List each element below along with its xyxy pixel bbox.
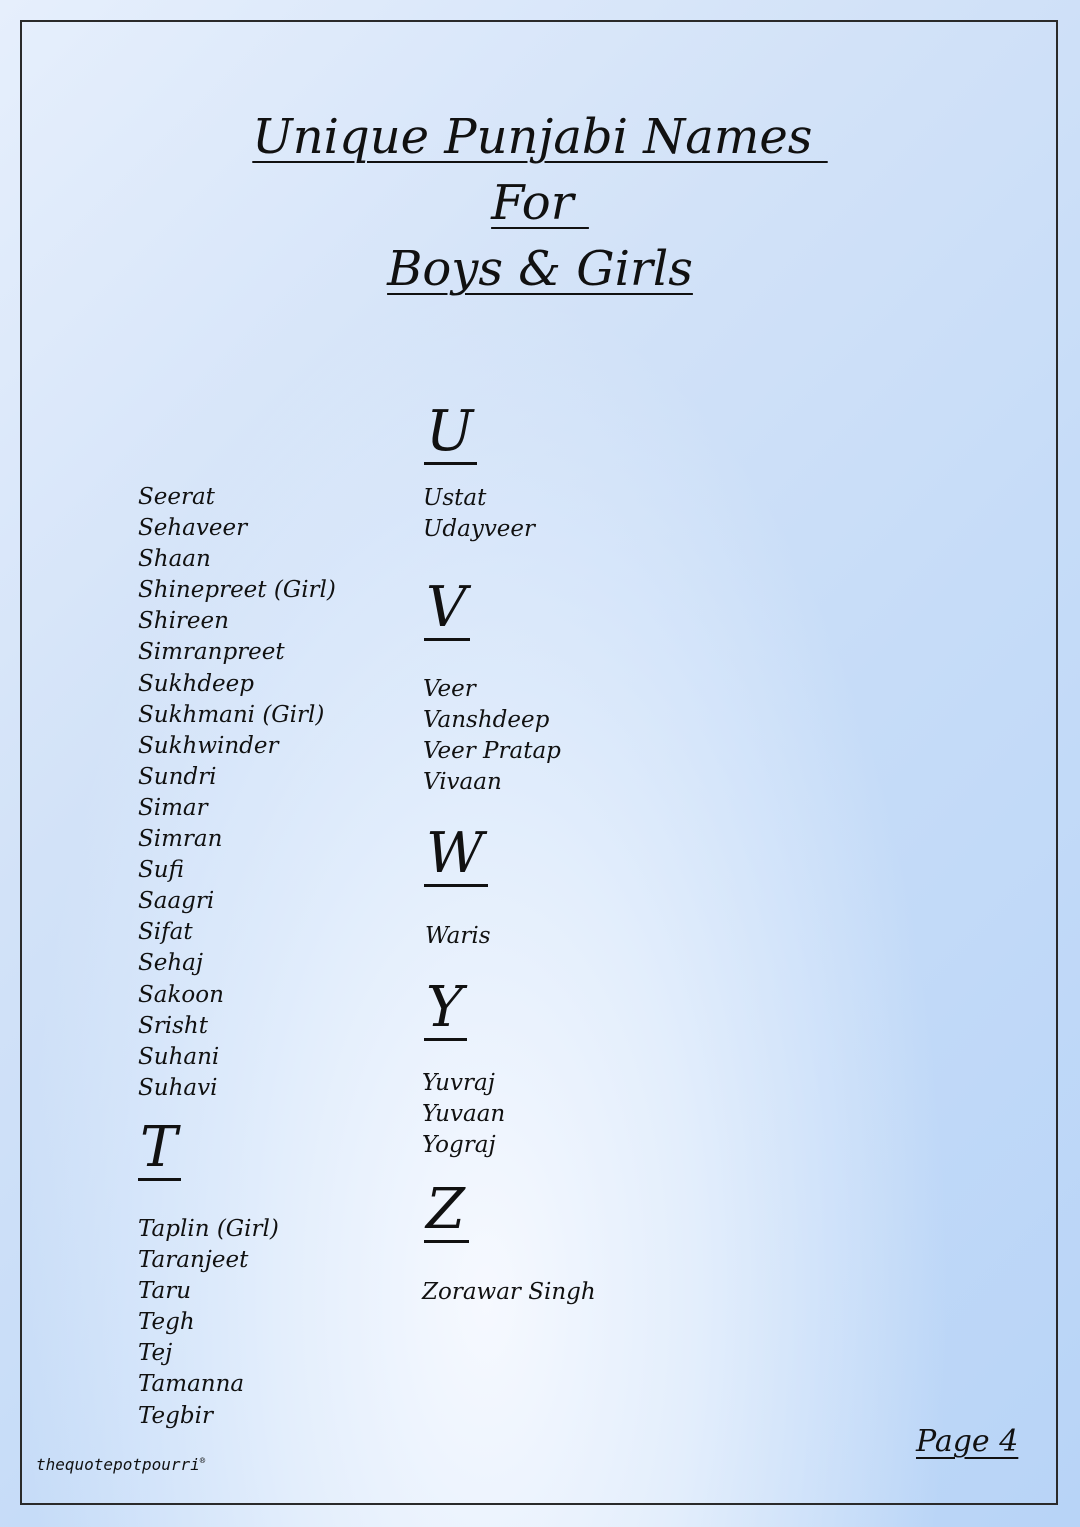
name-item: Srisht — [138, 1012, 208, 1039]
name-item: Sundri — [138, 763, 217, 790]
letter-heading-y: Y — [424, 978, 467, 1041]
name-item: Saagri — [138, 888, 215, 915]
name-list-t — [138, 1214, 279, 1432]
name-item: Zorawar Singh — [422, 1279, 596, 1305]
name-item: Tegh — [138, 1309, 195, 1336]
name-item: Sufi — [138, 857, 184, 884]
name-list-y — [422, 1068, 505, 1161]
title-line-1: Unique Punjabi Names — [252, 109, 828, 165]
name-item: Taplin (Girl) — [138, 1216, 279, 1242]
name-item: Sakoon — [138, 981, 224, 1008]
name-item: Sukhdeep — [138, 670, 254, 697]
name-item: Sehaj — [138, 950, 204, 977]
name-item: Veer — [423, 676, 476, 702]
name-item: Taru — [138, 1278, 192, 1305]
name-list-s — [138, 482, 336, 1104]
name-list-v — [423, 674, 561, 798]
letter-heading-t: T — [138, 1118, 181, 1181]
name-item: Simranpreet — [138, 639, 285, 666]
name-item: Sifat — [138, 919, 193, 946]
name-item: Suhavi — [138, 1074, 218, 1101]
name-item: Tegbir — [138, 1402, 213, 1429]
name-item: Vanshdeep — [423, 707, 550, 734]
name-item: Sukhwinder — [138, 732, 279, 759]
name-item: Ustat — [423, 485, 487, 511]
name-item: Veer Pratap — [423, 738, 561, 765]
registered-mark: ® — [199, 1456, 206, 1467]
name-item: Simran — [138, 826, 223, 853]
name-item: Vivaan — [423, 769, 502, 796]
name-item: Shinepreet (Girl) — [138, 577, 336, 604]
name-list-u — [423, 483, 535, 545]
name-item: Yuvraj — [422, 1070, 495, 1096]
name-item: Udayveer — [423, 516, 536, 543]
name-item: Shaan — [138, 546, 211, 573]
name-item: Tamanna — [138, 1371, 245, 1398]
letter-heading-v: V — [424, 578, 470, 641]
name-item: Waris — [425, 923, 491, 949]
title-line-3: Boys & Girls — [387, 241, 693, 297]
name-item: Shireen — [138, 608, 229, 635]
name-item: Yuvaan — [422, 1101, 506, 1128]
letter-heading-z: Z — [424, 1180, 469, 1243]
letter-heading-u: U — [424, 402, 477, 465]
name-item: Sukhmani (Girl) — [138, 701, 325, 728]
name-item: Seerat — [138, 484, 215, 510]
name-item: Taranjeet — [138, 1247, 249, 1274]
brand-logo — [36, 1455, 205, 1474]
brand-name: thequotepotpourri — [36, 1455, 200, 1474]
name-item: Sehaveer — [138, 515, 248, 542]
title-line-2: For — [491, 175, 589, 231]
name-item: Simar — [138, 794, 208, 821]
name-item: Yograj — [422, 1132, 496, 1159]
name-list-w — [425, 921, 491, 952]
name-item: Tej — [138, 1340, 173, 1367]
letter-heading-w: W — [424, 824, 488, 887]
name-item: Suhani — [138, 1043, 220, 1070]
page-number: Page 4 — [916, 1424, 1019, 1459]
name-list-z — [422, 1277, 596, 1308]
